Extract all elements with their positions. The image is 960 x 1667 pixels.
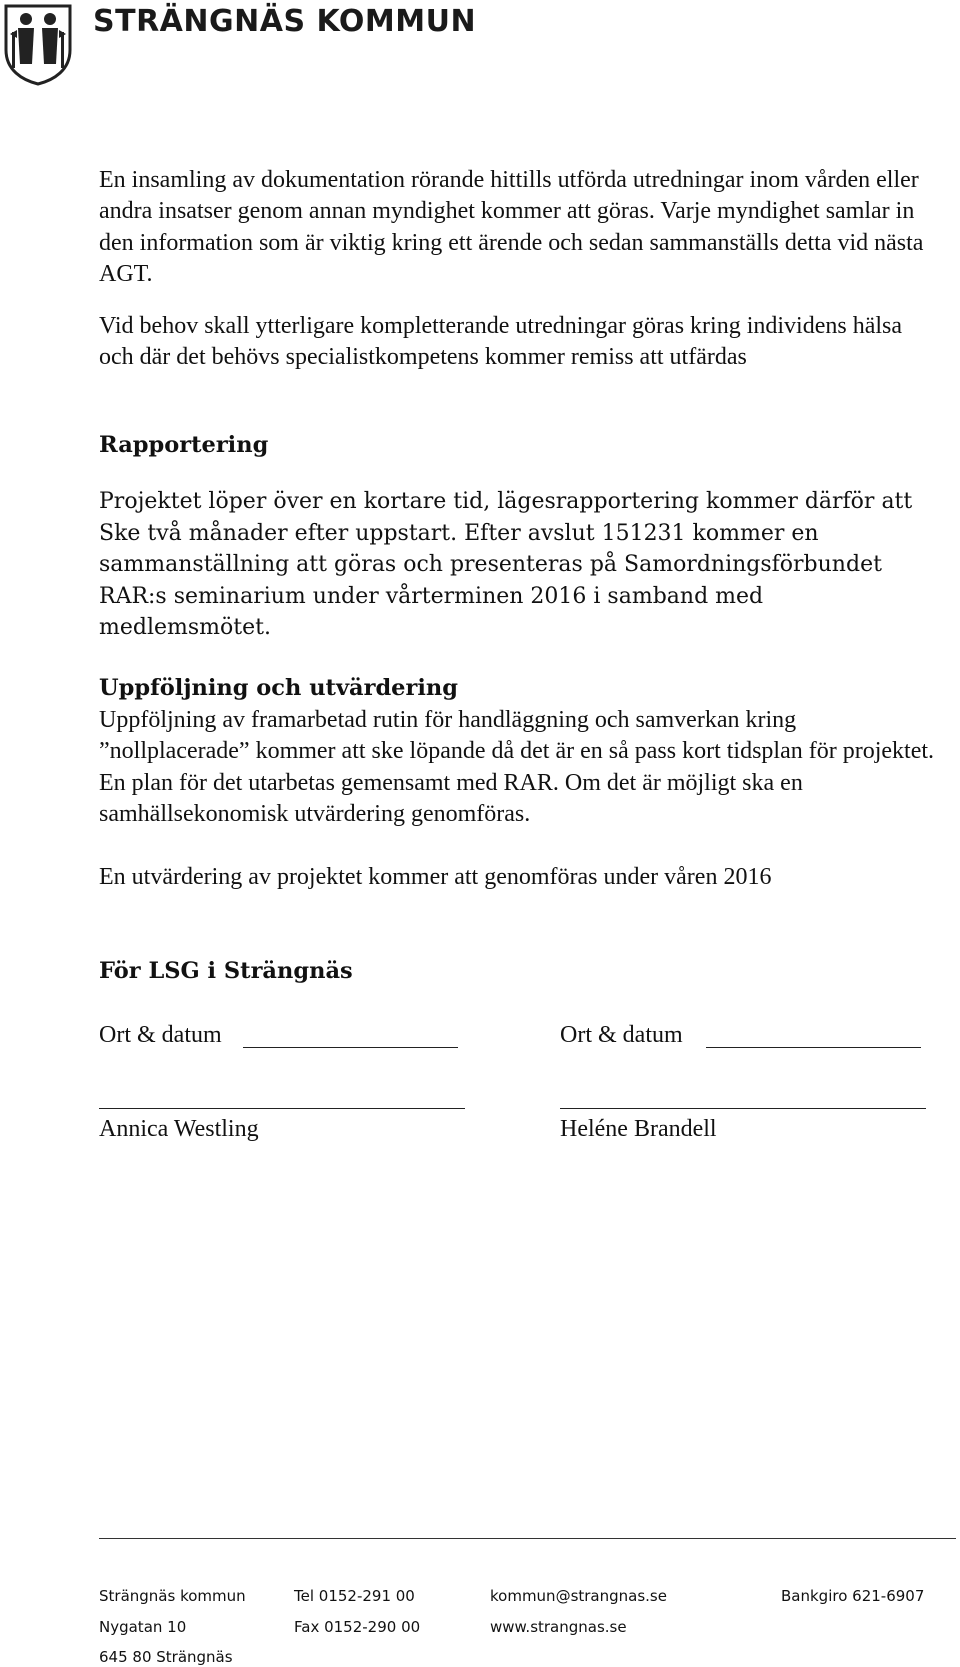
reporting-heading: Rapportering [99, 432, 269, 458]
footer-bankgiro: Bankgiro 621-6907 [781, 1587, 925, 1605]
coat-of-arms-icon [2, 2, 74, 86]
signature-heading: För LSG i Strängnäs [99, 958, 353, 984]
footer-fax: Fax 0152-290 00 [294, 1618, 421, 1636]
footer-phone: Tel 0152-291 00 [294, 1587, 415, 1605]
footer-postal-address: 645 80 Strängnäs [99, 1648, 233, 1666]
left-place-date-label: Ort & datum [99, 1022, 222, 1048]
organization-name: STRÄNGNÄS KOMMUN [93, 4, 477, 39]
right-signature-line [560, 1108, 926, 1109]
paragraph-additional-investigations: Vid behov skall ytterligare kompletterande utredningar göras kring individens hälsa och där det behövs specialistkompetens kommer remiss att utfärdas [99, 313, 903, 371]
reporting-text: Projektet löper över en kortare tid, lägesrapportering kommer därför att Ske två månader efter uppstart. Efter avslut 151231 kommer en sammanställning att göras och presenteras på Samordningsförbundet RAR:s seminarium under vårterminen 2016 i samband med medlemsmötet. [99, 489, 913, 640]
evaluation-text: En utvärdering av projektet kommer att genomföras under våren 2016 [99, 864, 772, 890]
footer-divider [99, 1538, 956, 1539]
followup-heading: Uppföljning och utvärdering [99, 675, 458, 701]
footer-email-link[interactable]: kommun@strangnas.se [490, 1587, 667, 1605]
paragraph-documentation: En insamling av dokumentation rörande hittills utförda utredningar inom vården eller andra insatser genom annan myndighet kommer att göras. Varje myndighet samlar in den information som är viktig kring ett ärende och sedan sammanställs detta vid nästa AGT. [99, 167, 924, 288]
letterhead [0, 0, 960, 90]
footer-street: Nygatan 10 [99, 1618, 187, 1636]
left-place-date-line [243, 1047, 458, 1048]
right-signatory-name: Heléne Brandell [560, 1116, 717, 1142]
right-place-date-label: Ort & datum [560, 1022, 683, 1048]
footer-org-name: Strängnäs kommun [99, 1587, 246, 1605]
right-place-date-line [706, 1047, 921, 1048]
followup-text: Uppföljning av framarbetad rutin för handläggning och samverkan kring ”nollplacerade” kommer att ske löpande då det är en så pass kort tidsplan för projektet. En plan för det utarbetas gemensamt med RAR. Om det är möjligt ska en samhällsekonomisk utvärdering genomföras. [99, 707, 935, 828]
footer-website-link[interactable]: www.strangnas.se [490, 1618, 627, 1636]
left-signature-line [99, 1108, 465, 1109]
left-signatory-name: Annica Westling [99, 1116, 259, 1142]
